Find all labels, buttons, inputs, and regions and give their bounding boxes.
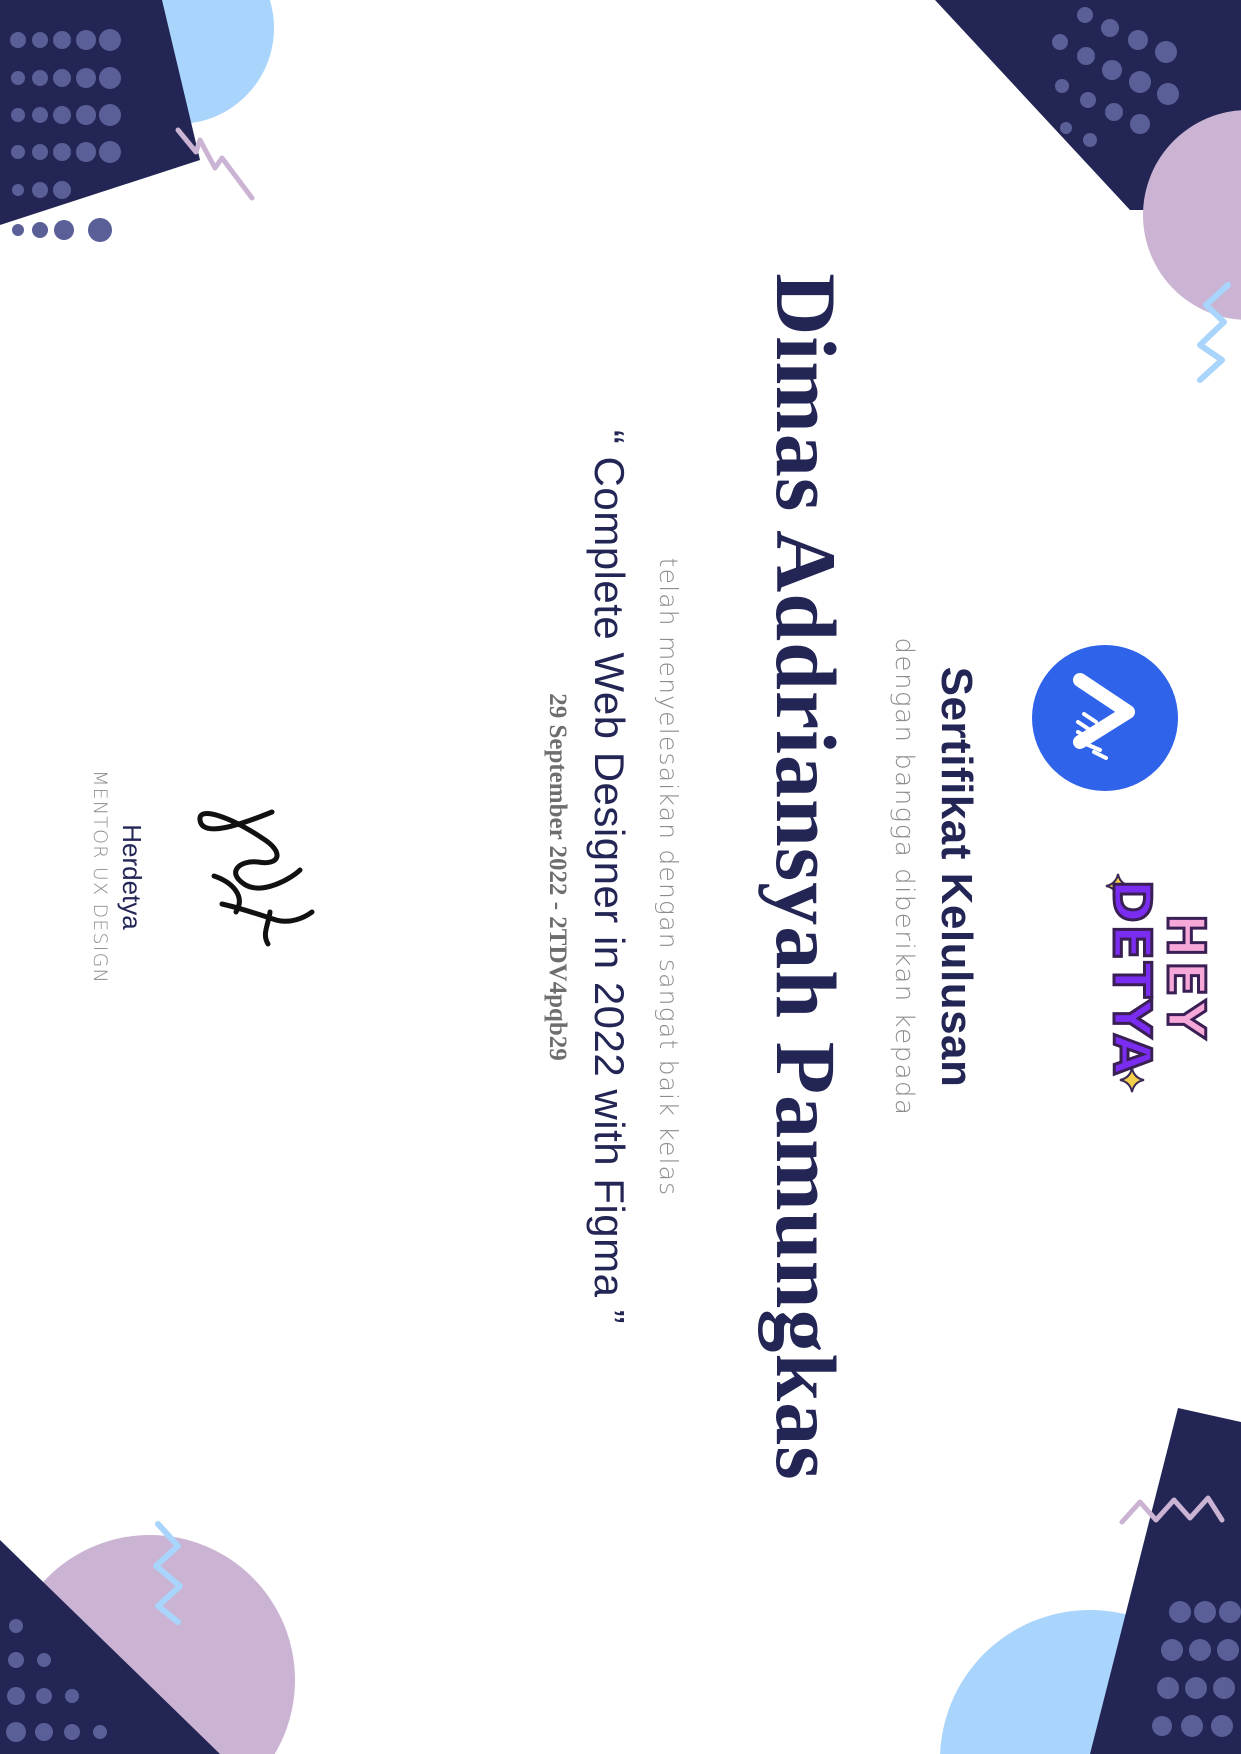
hey-detya-logo-top: HEY [1155,913,1215,1043]
recipient-name: Dimas Addriansyah Pamungkas [758,273,854,1481]
completion-text: telah menyelesaikan dengan sangat baik kelas [654,557,683,1197]
course-title: “ Complete Web Designer in 2022 with Figma ” [586,429,633,1325]
mentor-role: MENTOR UX DESIGN [89,770,111,984]
hey-detya-logo-bottom: DETYA [1101,879,1161,1077]
date-code: 29 September 2022 - 2TDV4pqb29 [544,693,571,1061]
certificate-title: Sertifikat Kelulusan [932,666,981,1088]
certificate-subtitle: dengan bangga diberikan kepada [889,637,919,1117]
hey-detya-logo [1097,878,1217,1078]
mentor-name: Herdetya [117,824,147,930]
